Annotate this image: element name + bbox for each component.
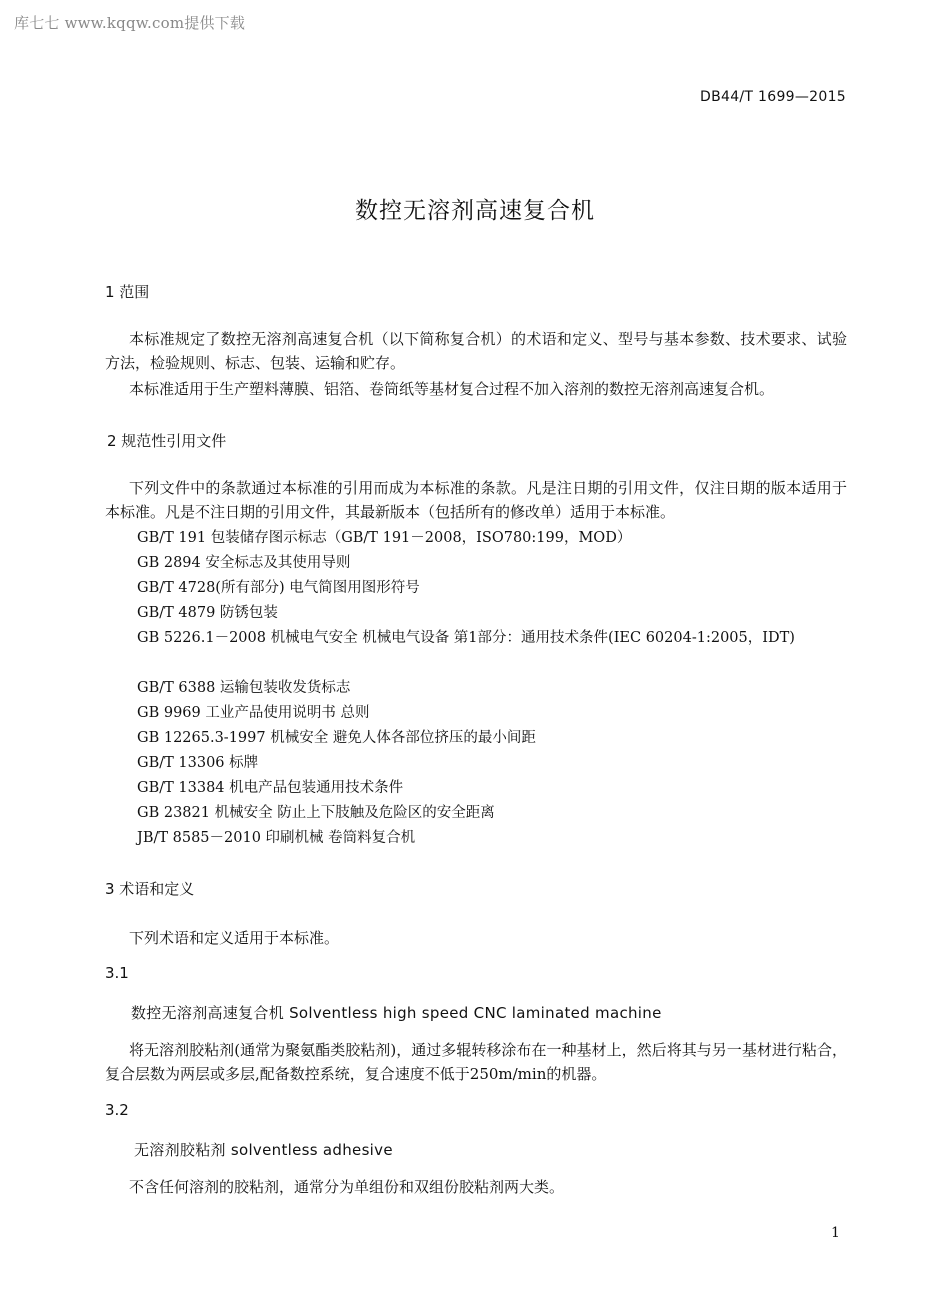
term-title: 数控无溶剂高速复合机 Solventless high speed CNC laminated machine [131,1004,662,1022]
reference-item: GB/T 4879 防锈包装 [137,605,278,621]
paragraph: 下列术语和定义适用于本标准。 [129,929,340,947]
reference-item: GB/T 4728(所有部分) 电气简图用图形符号 [137,580,420,596]
term-number: 3.2 [105,1101,129,1119]
reference-item: GB 2894 安全标志及其使用导则 [137,555,351,571]
watermark: 库七七 www.kqqw.com提供下载 [14,14,246,32]
reference-item: GB 12265.3-1997 机械安全 避免人体各部位挤压的最小间距 [137,730,536,746]
reference-item: JB/T 8585－2010 印刷机械 卷筒料复合机 [137,830,416,846]
section-heading-references: 2 规范性引用文件 [107,432,227,450]
term-title: 无溶剂胶粘剂 solventless adhesive [134,1141,393,1159]
paragraph: 下列文件中的条款通过本标准的引用而成为本标准的条款。凡是注日期的引用文件，仅注日期的版本适用于本标准。凡是不注日期的引用文件，其最新版本（包括所有的修改单）适用于本标准。 [105,479,847,521]
section-heading-scope: 1 范围 [105,283,150,301]
reference-item: GB 5226.1－2008 机械电气安全 机械电气设备 第1部分：通用技术条件(IEC 60204-1:2005，IDT) [137,630,795,646]
paragraph: 本标准适用于生产塑料薄膜、铝箔、卷筒纸等基材复合过程不加入溶剂的数控无溶剂高速复合机。 [129,380,775,398]
term-number: 3.1 [105,964,129,982]
reference-item: GB 9969 工业产品使用说明书 总则 [137,705,370,721]
page-number: 1 [831,1225,840,1241]
reference-item: GB 23821 机械安全 防止上下肢触及危险区的安全距离 [137,805,495,821]
reference-item: GB/T 191 包装储存图示标志（GB/T 191－2008，ISO780:199，MOD） [137,530,632,546]
term-definition: 将无溶剂胶粘剂(通常为聚氨酯类胶粘剂)，通过多辊转移涂布在一种基材上，然后将其与另一基材进行粘合，复合层数为两层或多层,配备数控系统，复合速度不低于250m/min的机器。 [105,1041,847,1083]
section-heading-terms: 3 术语和定义 [105,880,195,898]
standard-code: DB44/T 1699—2015 [700,89,846,105]
page-title: 数控无溶剂高速复合机 [355,198,595,224]
reference-item: GB/T 13306 标牌 [137,755,259,771]
reference-item: GB/T 13384 机电产品包装通用技术条件 [137,780,404,796]
paragraph: 本标准规定了数控无溶剂高速复合机（以下简称复合机）的术语和定义、型号与基本参数、技术要求、试验方法，检验规则、标志、包装、运输和贮存。 [105,330,847,372]
reference-item: GB/T 6388 运输包装收发货标志 [137,680,351,696]
term-definition: 不含任何溶剂的胶粘剂，通常分为单组份和双组份胶粘剂两大类。 [129,1178,565,1196]
